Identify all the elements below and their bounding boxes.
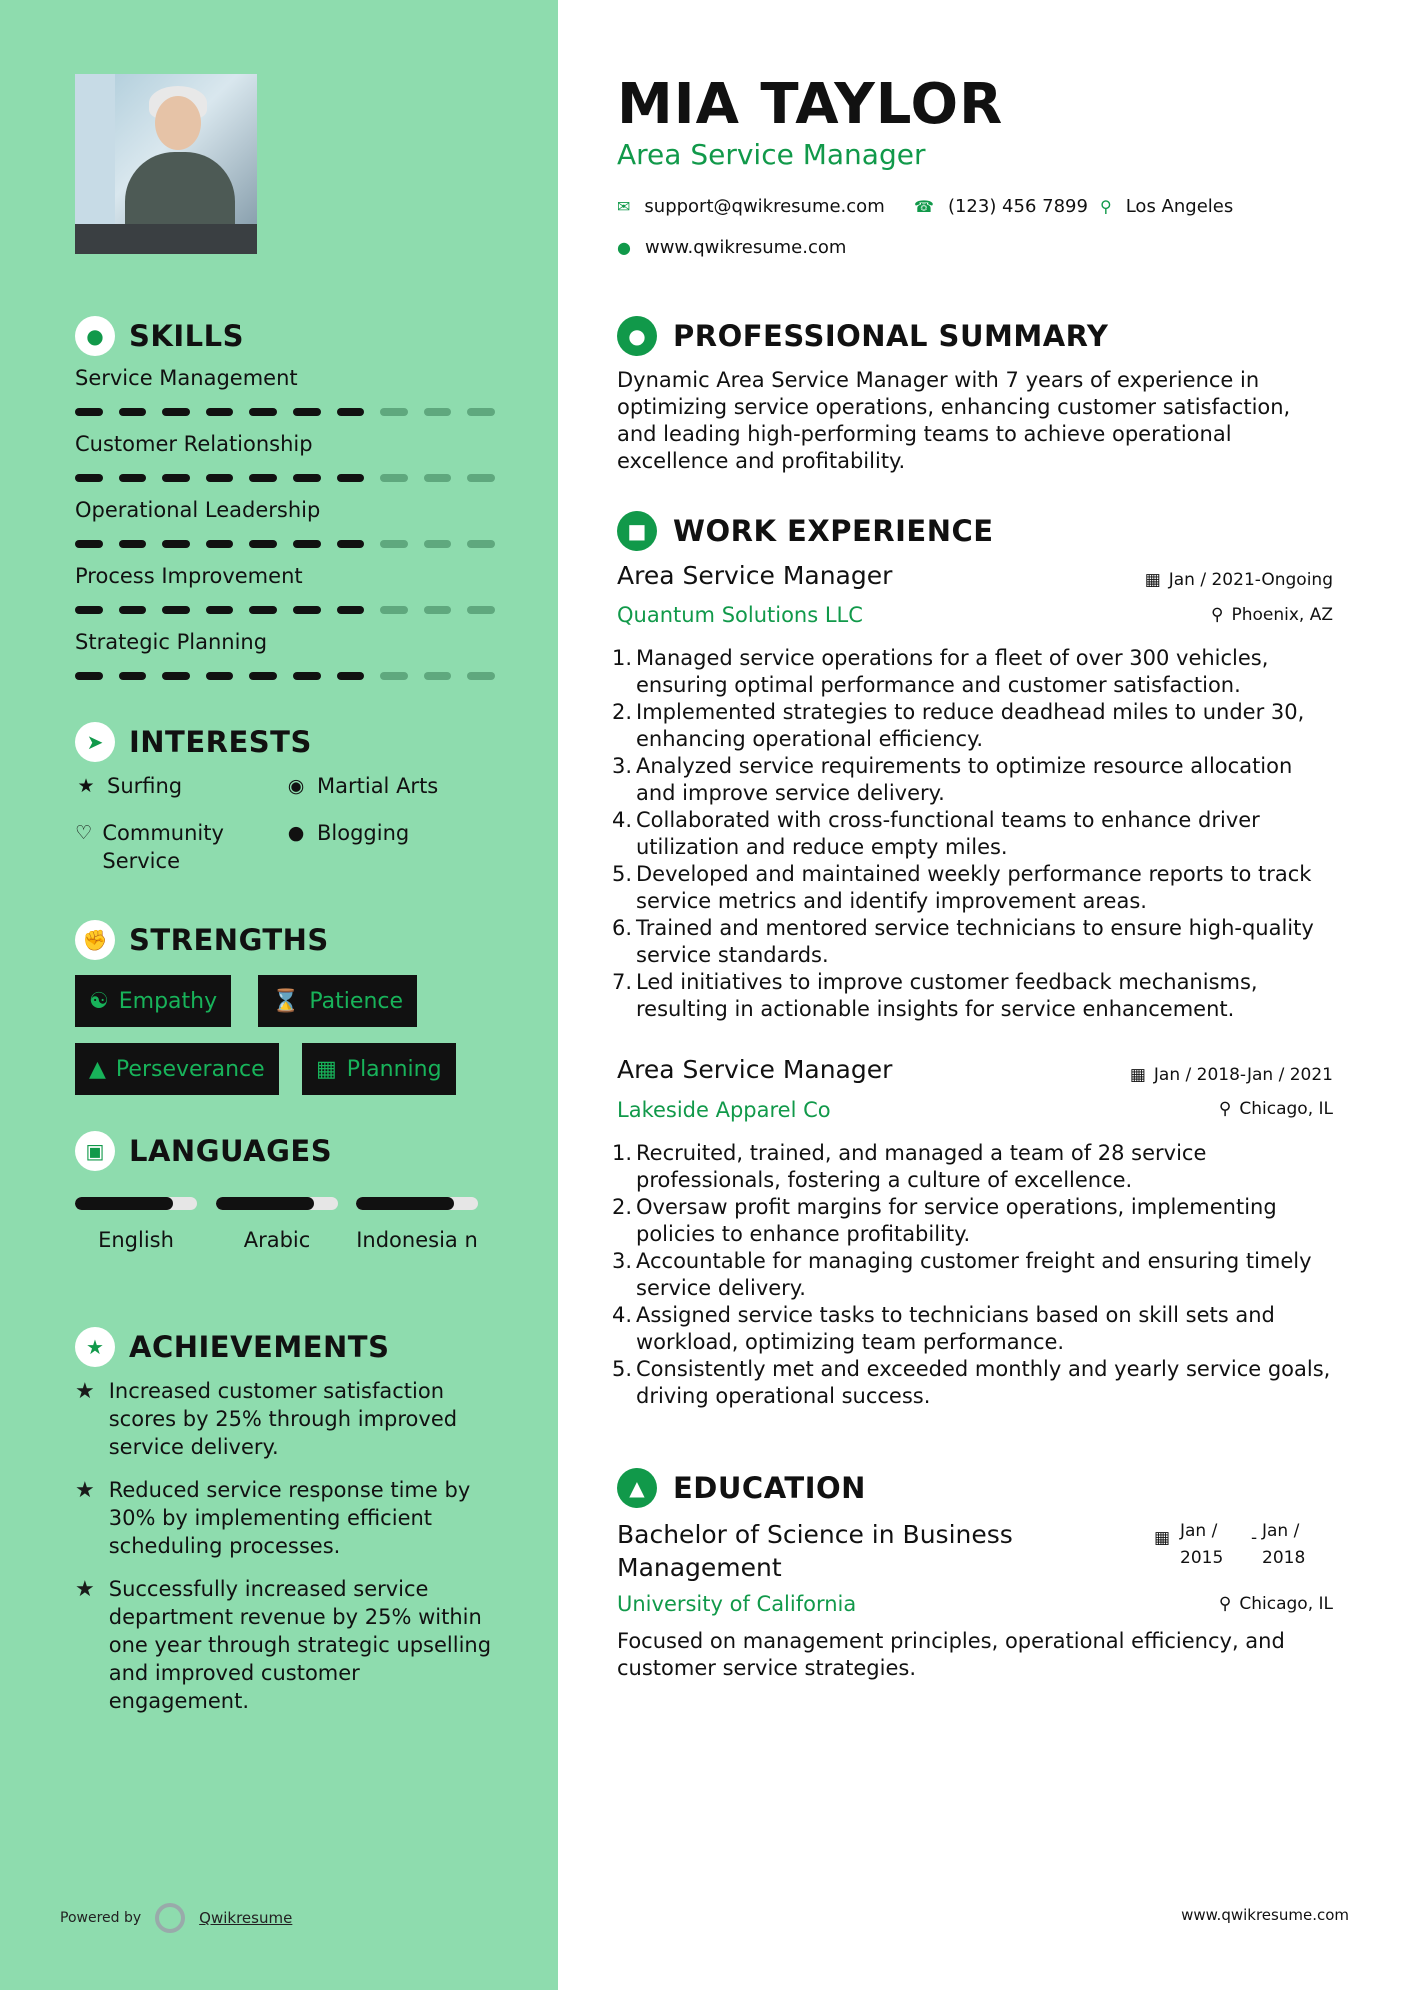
globe-icon: ◉ [287, 775, 305, 797]
skill-item [75, 366, 495, 416]
skill-level-segment [162, 408, 190, 416]
skill-level-segment [119, 408, 147, 416]
skill-level-segment [75, 672, 103, 680]
education-heading: EDUCATION [673, 1471, 866, 1505]
skill-level-segment [467, 606, 495, 614]
job-bullet: 4. Assigned service tasks to technicians based on skill sets and workload, optimizing team performance. [612, 1303, 1275, 1354]
job-dates: ▦ Jan / 2018-Jan / 2021 [1129, 1065, 1333, 1085]
job-bullets [612, 645, 1332, 1023]
job-bullet: 7. Led initiatives to improve customer feedback mechanisms, resulting in actionable insights for service enhancement. [612, 970, 1258, 1021]
skill-level-segment [293, 606, 321, 614]
skill-item [75, 432, 495, 482]
strength-badge: ▲ Perseverance [75, 1043, 279, 1095]
skill-level-segment [75, 408, 103, 416]
skill-level-segment [467, 408, 495, 416]
job-bullets [612, 1140, 1332, 1410]
degree-title: Bachelor of Science in Business Management [617, 1520, 1013, 1582]
contact-location: ⚲ Los Angeles [1100, 196, 1234, 217]
skill-level-bar [75, 408, 495, 416]
summary-heading: PROFESSIONAL SUMMARY [673, 319, 1109, 353]
education-end: Jan / 2018 [1262, 1521, 1306, 1568]
skill-level-segment [249, 474, 277, 482]
paper-plane-icon: ➤ [75, 722, 115, 762]
skill-level-bar [75, 540, 495, 548]
qwikresume-logo-icon [155, 1903, 185, 1933]
skill-level-segment [162, 474, 190, 482]
job-location: ⚲ Phoenix, AZ [1211, 605, 1333, 625]
briefcase-icon: ■ [617, 511, 657, 551]
company-name: Quantum Solutions LLC [617, 603, 863, 627]
skills-header [75, 316, 244, 356]
skill-level-segment [467, 540, 495, 548]
job-title-heading: Area Service Manager [617, 138, 926, 171]
interest-item: ● Blogging [285, 819, 409, 847]
skill-level-segment [293, 540, 321, 548]
skill-level-segment [75, 606, 103, 614]
profile-photo [75, 74, 257, 254]
calendar-icon: ▦ [1129, 1065, 1146, 1085]
education-location: ⚲ Chicago, IL [1218, 1594, 1333, 1614]
qwikresume-link[interactable]: Qwikresume [199, 1909, 293, 1927]
language-label: Indonesia n [356, 1228, 478, 1252]
job-bullet: 2. Oversaw profit margins for service operations, implementing policies to enhance profitability. [612, 1195, 1277, 1246]
calendar-icon: ▦ [316, 1056, 337, 1082]
skill-level-segment [119, 540, 147, 548]
skill-level-segment [249, 606, 277, 614]
skill-name: Process Improvement [75, 564, 303, 588]
strengths-header [75, 920, 329, 960]
skill-name: Customer Relationship [75, 432, 313, 456]
skill-level-segment [119, 672, 147, 680]
language-label: English [98, 1228, 174, 1252]
skill-item [75, 564, 495, 614]
skill-level-segment [249, 672, 277, 680]
education-description: Focused on management principles, operational efficiency, and customer service strategies. [617, 1629, 1285, 1680]
hand-icon: ♡ [75, 822, 93, 844]
lightbulb-icon: ● [75, 316, 115, 356]
skill-level-segment [162, 540, 190, 548]
skill-level-segment [75, 474, 103, 482]
skill-level-segment [337, 408, 365, 416]
summary-text: Dynamic Area Service Manager with 7 years of experience in optimizing service operations, enhancing customer satisfaction, and leading high-performing teams to achieve operational excellence and profitability. [617, 368, 1291, 473]
achievement-item: ★ Increased customer satisfaction scores by 25% through improved service delivery. [75, 1379, 458, 1459]
users-icon: ● [287, 822, 305, 844]
skill-item [75, 498, 495, 548]
skill-level-segment [206, 408, 234, 416]
calendar-icon: ▦ [1144, 570, 1161, 590]
school-name: University of California [617, 1592, 857, 1616]
language-bar [216, 1197, 338, 1210]
skill-level-segment [337, 474, 365, 482]
skill-level-segment [467, 672, 495, 680]
summary-header [617, 316, 1108, 356]
job-bullet: 3. Accountable for managing customer freight and ensuring timely service delivery. [612, 1249, 1312, 1300]
achievement-item: ★ Reduced service response time by 30% by implementing efficient scheduling processes. [75, 1478, 471, 1558]
road-icon: ▲ [89, 1056, 106, 1082]
interest-item: ◉ Martial Arts [285, 772, 438, 800]
skill-level-segment [424, 606, 452, 614]
pin-icon: ⚲ [1211, 605, 1224, 625]
job-bullet: 5. Developed and maintained weekly performance reports to track service metrics and identify improvement areas. [612, 862, 1312, 913]
contact-website [617, 237, 846, 258]
interest-item: ★ Surfing [75, 772, 182, 800]
user-icon: ● [617, 316, 657, 356]
skill-level-segment [424, 474, 452, 482]
pin-icon: ⚲ [1218, 1099, 1232, 1119]
job-bullet: 2. Implemented strategies to reduce deadhead miles to under 30, enhancing operational efficiency. [612, 700, 1305, 751]
pin-icon: ⚲ [1218, 1594, 1232, 1614]
award-star-icon: ★ [75, 1327, 115, 1367]
job-bullet: 6. Trained and mentored service technicians to ensure high-quality service standards. [612, 916, 1314, 967]
skill-level-segment [119, 474, 147, 482]
interest-item: ♡ Community Service [75, 821, 224, 873]
skill-level-segment [162, 672, 190, 680]
email-link[interactable]: support@qwikresume.com [644, 196, 885, 217]
calendar-icon: ▦ [1154, 1528, 1171, 1548]
strength-badge: ⌛ Patience [258, 975, 417, 1027]
website-link[interactable]: www.qwikresume.com [644, 237, 847, 258]
language-bar [75, 1197, 197, 1210]
contact-email [617, 196, 885, 217]
language-icon: ▣ [75, 1131, 115, 1171]
experience-header [617, 511, 994, 551]
handshake-icon: ☯ [89, 988, 109, 1014]
experience-heading: WORK EXPERIENCE [673, 514, 994, 548]
skill-level-segment [424, 408, 452, 416]
achievements-header [75, 1327, 389, 1367]
language-label: Arabic [243, 1228, 311, 1252]
skill-level-segment [380, 672, 408, 680]
interests-heading: INTERESTS [129, 725, 312, 759]
strengths-heading: STRENGTHS [129, 923, 329, 957]
strength-badge: ▦ Planning [302, 1043, 456, 1095]
skill-level-segment [337, 672, 365, 680]
map-pin-icon: ⚲ [1100, 197, 1112, 216]
star-icon: ★ [75, 1478, 95, 1503]
skill-item [75, 630, 495, 680]
graduation-cap-icon: ▲ [617, 1468, 657, 1508]
skill-level-segment [380, 540, 408, 548]
footer-url[interactable]: www.qwikresume.com [1181, 1906, 1349, 1924]
skill-level-segment [337, 606, 365, 614]
achievement-item: ★ Successfully increased service department revenue by 25% within one year through strategic upselling and improved customer engagement. [75, 1577, 492, 1713]
skill-level-bar [75, 474, 495, 482]
job-dates: ▦ Jan / 2021-Ongoing [1144, 570, 1333, 590]
job-location: ⚲ Chicago, IL [1218, 1099, 1333, 1119]
skill-level-segment [293, 408, 321, 416]
skill-name: Strategic Planning [75, 630, 268, 654]
language-bar [356, 1197, 478, 1210]
job-bullet: 5. Consistently met and exceeded monthly and yearly service goals, driving operational success. [612, 1357, 1331, 1408]
skill-level-segment [424, 672, 452, 680]
achievements-heading: ACHIEVEMENTS [129, 1330, 390, 1364]
skill-level-segment [249, 540, 277, 548]
skills-heading: SKILLS [129, 319, 244, 353]
skill-level-segment [75, 540, 103, 548]
phone-icon: ☎ [914, 197, 934, 216]
skill-level-segment [206, 474, 234, 482]
skill-name: Service Management [75, 366, 298, 390]
job-title: Area Service Manager [617, 1055, 893, 1084]
globe-icon: ● [617, 238, 631, 257]
hourglass-icon: ⌛ [272, 988, 300, 1014]
job-bullet: 1. Recruited, trained, and managed a team of 28 service professionals, fostering a culture of excellence. [612, 1141, 1207, 1192]
skill-level-segment [380, 408, 408, 416]
skill-level-segment [467, 474, 495, 482]
name-heading: MIA TAYLOR [617, 72, 1004, 137]
job-bullet: 3. Analyzed service requirements to optimize resource allocation and improve service delivery. [612, 754, 1293, 805]
sidebar [0, 0, 558, 1990]
skill-level-segment [162, 606, 190, 614]
languages-heading: LANGUAGES [129, 1134, 333, 1168]
star-icon: ★ [75, 1379, 95, 1404]
skill-level-bar [75, 606, 495, 614]
languages-header [75, 1131, 332, 1171]
star-icon: ★ [75, 1577, 95, 1602]
company-name: Lakeside Apparel Co [617, 1098, 831, 1122]
interests-header [75, 722, 312, 762]
star-icon: ★ [77, 775, 95, 797]
contact-phone: ☎ (123) 456 7899 [914, 196, 1088, 217]
fist-icon: ✊ [75, 920, 115, 960]
skill-name: Operational Leadership [75, 498, 321, 522]
education-header [617, 1468, 866, 1508]
date-separator: - [1251, 1528, 1258, 1548]
job-bullet: 4. Collaborated with cross-functional teams to enhance driver utilization and reduce empty miles. [612, 808, 1260, 859]
skill-level-segment [293, 672, 321, 680]
education-start: Jan / 2015 [1180, 1521, 1224, 1568]
envelope-icon: ✉ [617, 197, 631, 216]
skill-level-segment [119, 606, 147, 614]
skill-level-segment [206, 540, 234, 548]
skill-level-segment [424, 540, 452, 548]
strength-badge: ☯ Empathy [75, 975, 231, 1027]
skill-level-bar [75, 672, 495, 680]
job-title: Area Service Manager [617, 561, 893, 590]
skill-level-segment [206, 672, 234, 680]
skill-level-segment [249, 408, 277, 416]
skill-level-segment [380, 606, 408, 614]
skill-level-segment [206, 606, 234, 614]
skill-level-segment [380, 474, 408, 482]
job-bullet: 1. Managed service operations for a fleet of over 300 vehicles, ensuring optimal performance and customer satisfaction. [612, 646, 1269, 697]
skill-level-segment [293, 474, 321, 482]
skill-level-segment [337, 540, 365, 548]
powered-by: Powered by Qwikresume [60, 1903, 292, 1933]
